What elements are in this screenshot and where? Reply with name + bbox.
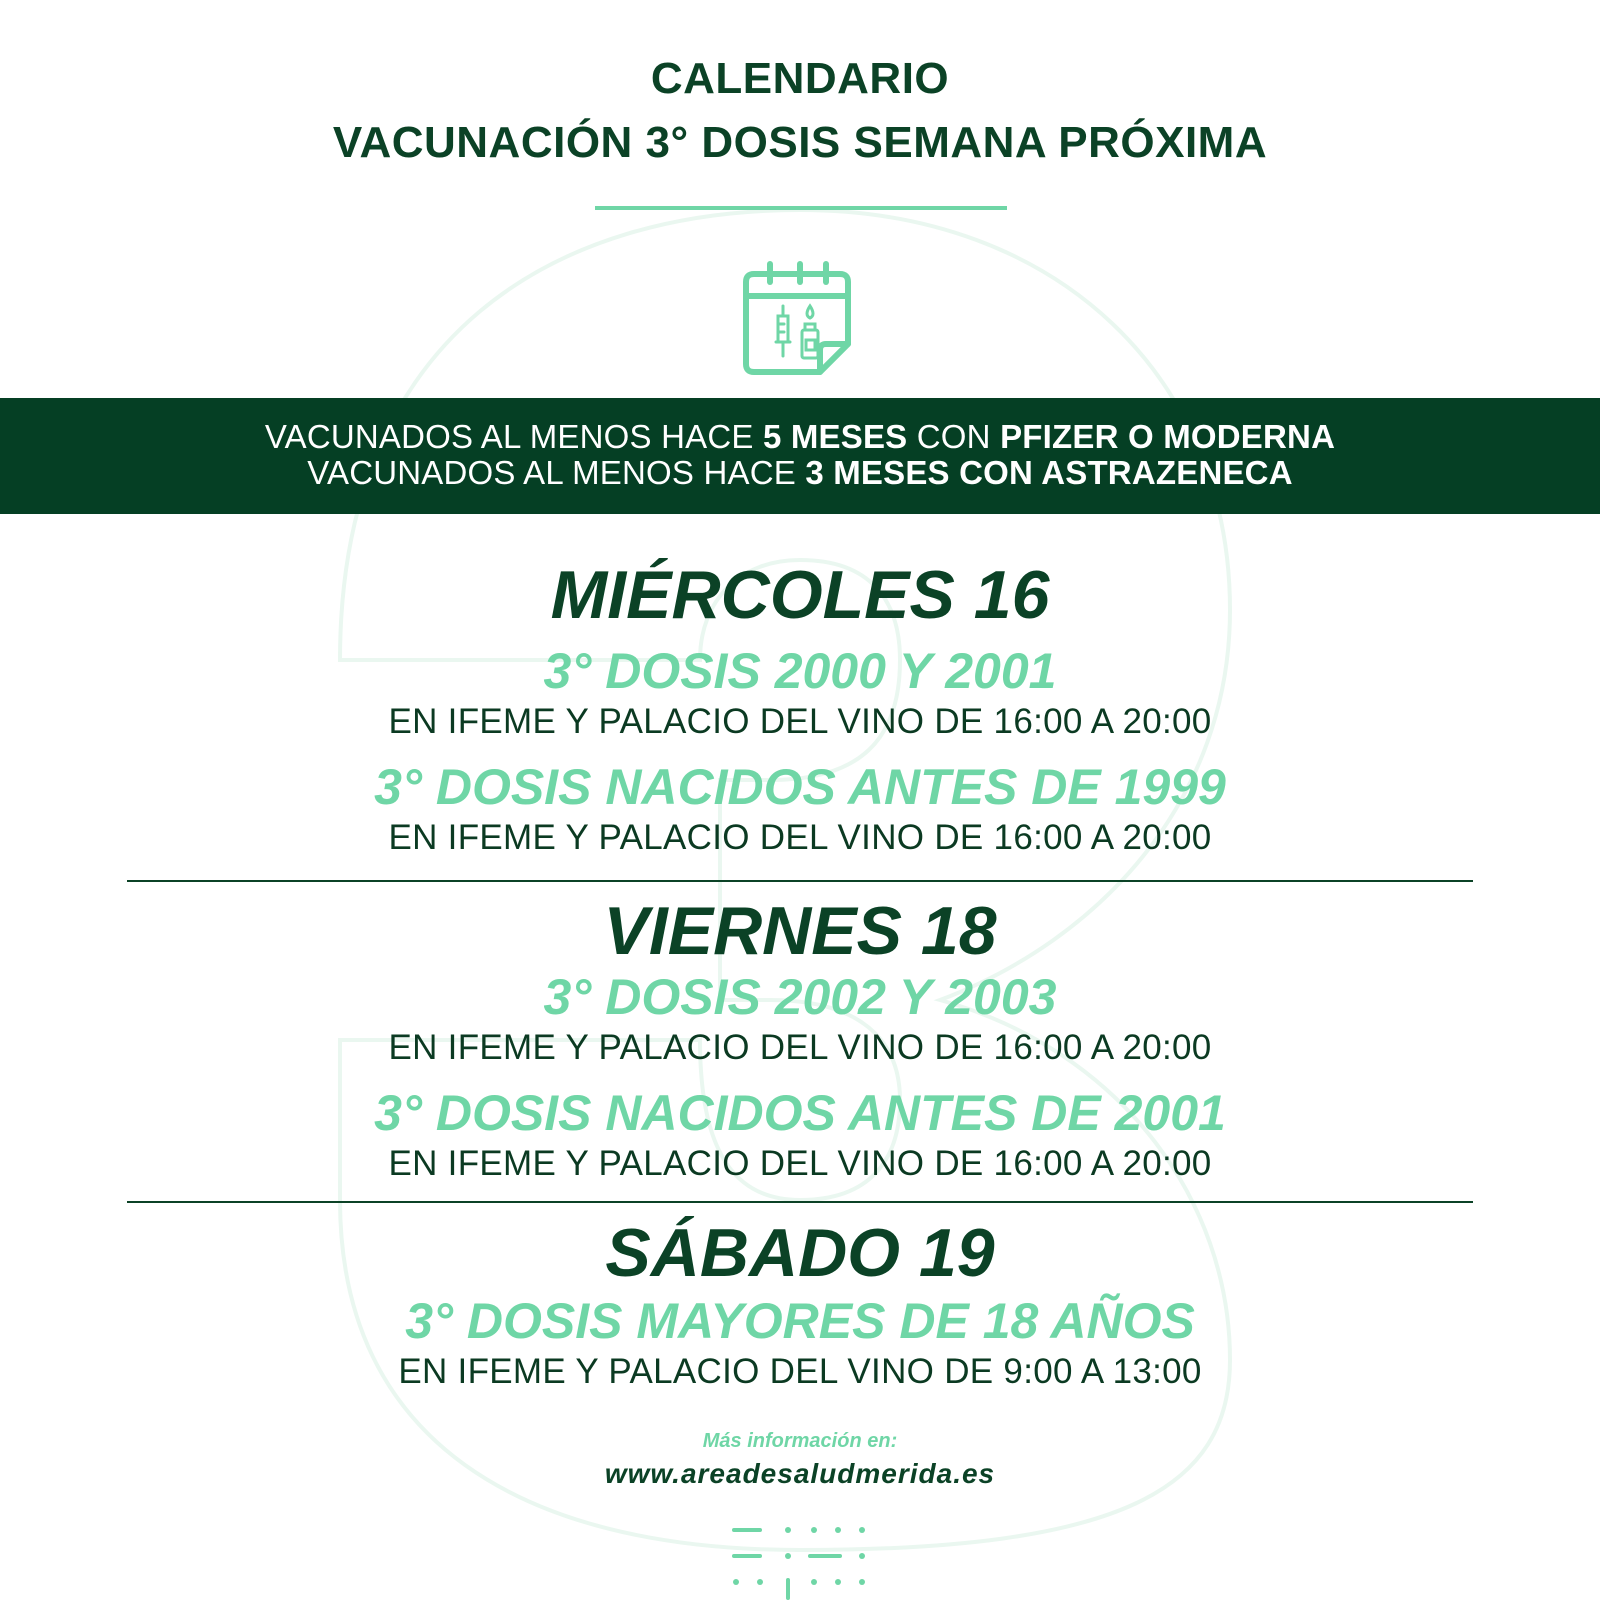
banner-text: CON <box>907 418 1001 455</box>
dose-title: 3° DOSIS NACIDOS ANTES DE 1999 <box>374 759 1226 815</box>
dose-title: 3° DOSIS MAYORES DE 18 AÑOS <box>405 1293 1195 1349</box>
title-vacunacion: VACUNACIÓN 3° DOSIS SEMANA PRÓXIMA <box>332 118 1268 167</box>
eligibility-banner <box>0 398 1600 514</box>
banner-text: VACUNADOS AL MENOS HACE <box>264 418 763 455</box>
day-heading-miercoles: MIÉRCOLES 16 <box>550 557 1050 633</box>
location-schedule: EN IFEME Y PALACIO DEL VINO DE 16:00 A 20:00 <box>388 1028 1212 1067</box>
calendar-vaccine-icon <box>740 260 860 380</box>
dotted-logo-icon <box>730 1522 870 1600</box>
day-heading-viernes: VIERNES 18 <box>603 893 997 969</box>
banner-bold-text: PFIZER O MODERNA <box>1000 418 1336 455</box>
title-underline <box>595 206 1007 210</box>
section-divider <box>127 1201 1473 1203</box>
banner-bold-text: 3 MESES CON ASTRAZENECA <box>805 454 1293 491</box>
dose-title: 3° DOSIS 2000 Y 2001 <box>543 643 1057 699</box>
banner-line-pfizer-moderna <box>0 418 1600 456</box>
banner-text: VACUNADOS AL MENOS HACE <box>307 454 806 491</box>
more-info-label: Más información en: <box>702 1430 898 1452</box>
day-heading-sabado: SÁBADO 19 <box>605 1215 995 1291</box>
location-schedule: EN IFEME Y PALACIO DEL VINO DE 9:00 A 13:00 <box>398 1352 1202 1391</box>
section-divider <box>127 880 1473 882</box>
title-calendario: CALENDARIO <box>650 54 950 103</box>
banner-line-astrazeneca <box>0 454 1600 492</box>
dose-title: 3° DOSIS 2002 Y 2003 <box>543 969 1057 1025</box>
location-schedule: EN IFEME Y PALACIO DEL VINO DE 16:00 A 20:00 <box>388 702 1212 741</box>
website-link[interactable]: www.areadesaludmerida.es <box>604 1458 996 1489</box>
banner-bold-text: 5 MESES <box>762 418 908 455</box>
dose-title: 3° DOSIS NACIDOS ANTES DE 2001 <box>374 1085 1226 1141</box>
location-schedule: EN IFEME Y PALACIO DEL VINO DE 16:00 A 20:00 <box>388 818 1212 857</box>
location-schedule: EN IFEME Y PALACIO DEL VINO DE 16:00 A 20:00 <box>388 1144 1212 1183</box>
